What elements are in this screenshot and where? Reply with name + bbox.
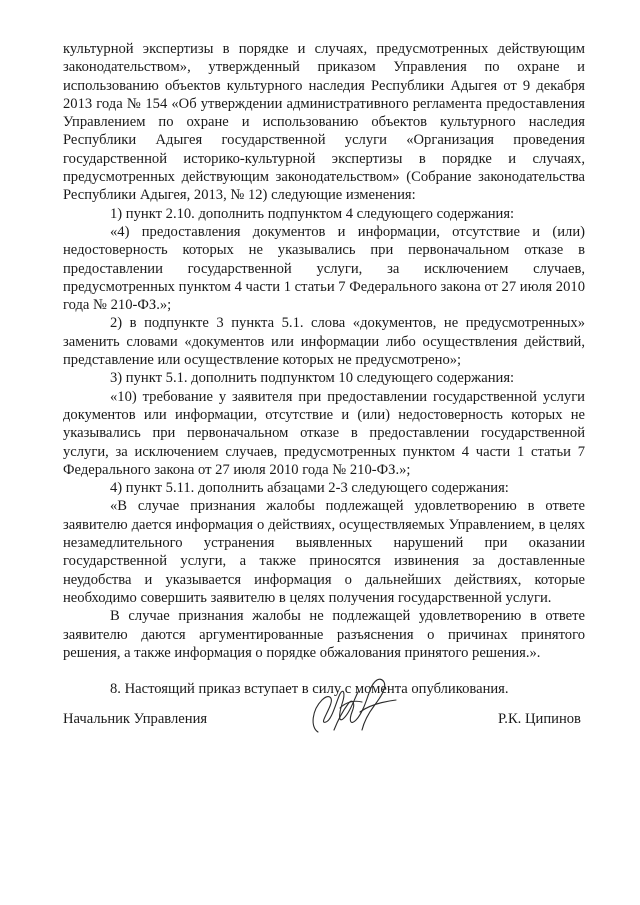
paragraph-item-4-text-1: «В случае признания жалобы подлежащей удовлетворению в ответе заявителю дается информация о действиях, осуществляемых Управлением, в целях незамедлительного устранения выявленных нарушений при оказании государственной услуги, а также приносятся извинения за доставленные неудобства и указывается информация о дальнейших действиях, которые необходимо совершить заявителю в целях получения государственной услуги. bbox=[63, 498, 585, 606]
paragraph-item-4: 4) пункт 5.11. дополнить абзацами 2-3 следующего содержания: bbox=[110, 480, 509, 497]
paragraph-item-1-text: «4) предоставления документов и информации, отсутствие и (или) недостоверность которых не указывались при первоначальном отказе в предоставлении государственной услуги, за исключением случаев, предусмотренных пунктом 4 части 1 статьи 7 Федерального закона от 27 июля 2010 года № 210-ФЗ.»; bbox=[63, 223, 585, 314]
signatory-position: Начальник Управления bbox=[63, 711, 208, 727]
paragraph-intro: культурной экспертизы в порядке и случаях, предусмотренных действующим законодательством», утвержденный приказом Управления по охране и использованию объектов культурного наследия Республики Адыгея от 9 декабря 2013 года № 154 «Об утверждении административного регламента предоставления Управлением по охране и использованию объектов культурного наследия Республики Адыгея государственной услуги «Организация проведения государственной историко-культурной экспертизы в порядке и случаях, предусмотренных действующим законодательством» (Собрание законодательства Республики Адыгея, 2013, № 12) следующие изменения: bbox=[63, 41, 585, 204]
paragraph-item-3-text: «10) требование у заявителя при предоставлении государственной услуги документов или информации, отсутствие и (или) недостоверность которых не указывались при первоначальном отказе в предоставлении государственной услуги, за исключением случаев, предусмотренных пунктом 4 части 1 статьи 7 Федерального закона от 27 июля 2010 года № 210-ФЗ.»; bbox=[63, 388, 585, 478]
paragraph-final-clause: 8. Настоящий приказ вступает в силу с момента опубликования. bbox=[110, 681, 509, 698]
paragraph-item-2: 2) в подпункте 3 пункта 5.1. слова «документов, не предусмотренных» заменить словами «документов или информации либо осуществления действий, представление или осуществление которых не предусмотрено»; bbox=[63, 315, 585, 369]
signatory-name: Р.К. Ципинов bbox=[498, 711, 581, 727]
paragraph-item-1: 1) пункт 2.10. дополнить подпунктом 4 следующего содержания: bbox=[110, 205, 515, 222]
paragraph-item-4-text-2: В случае признания жалобы не подлежащей удовлетворению в ответе заявителю даются аргументированные разъяснения о причинах принятого решения, а также информация о порядке обжалования принятого решения.». bbox=[63, 608, 585, 661]
paragraph-item-3: 3) пункт 5.1. дополнить подпунктом 10 следующего содержания: bbox=[110, 370, 515, 387]
document-body bbox=[63, 40, 585, 698]
handwritten-signature bbox=[300, 672, 410, 742]
